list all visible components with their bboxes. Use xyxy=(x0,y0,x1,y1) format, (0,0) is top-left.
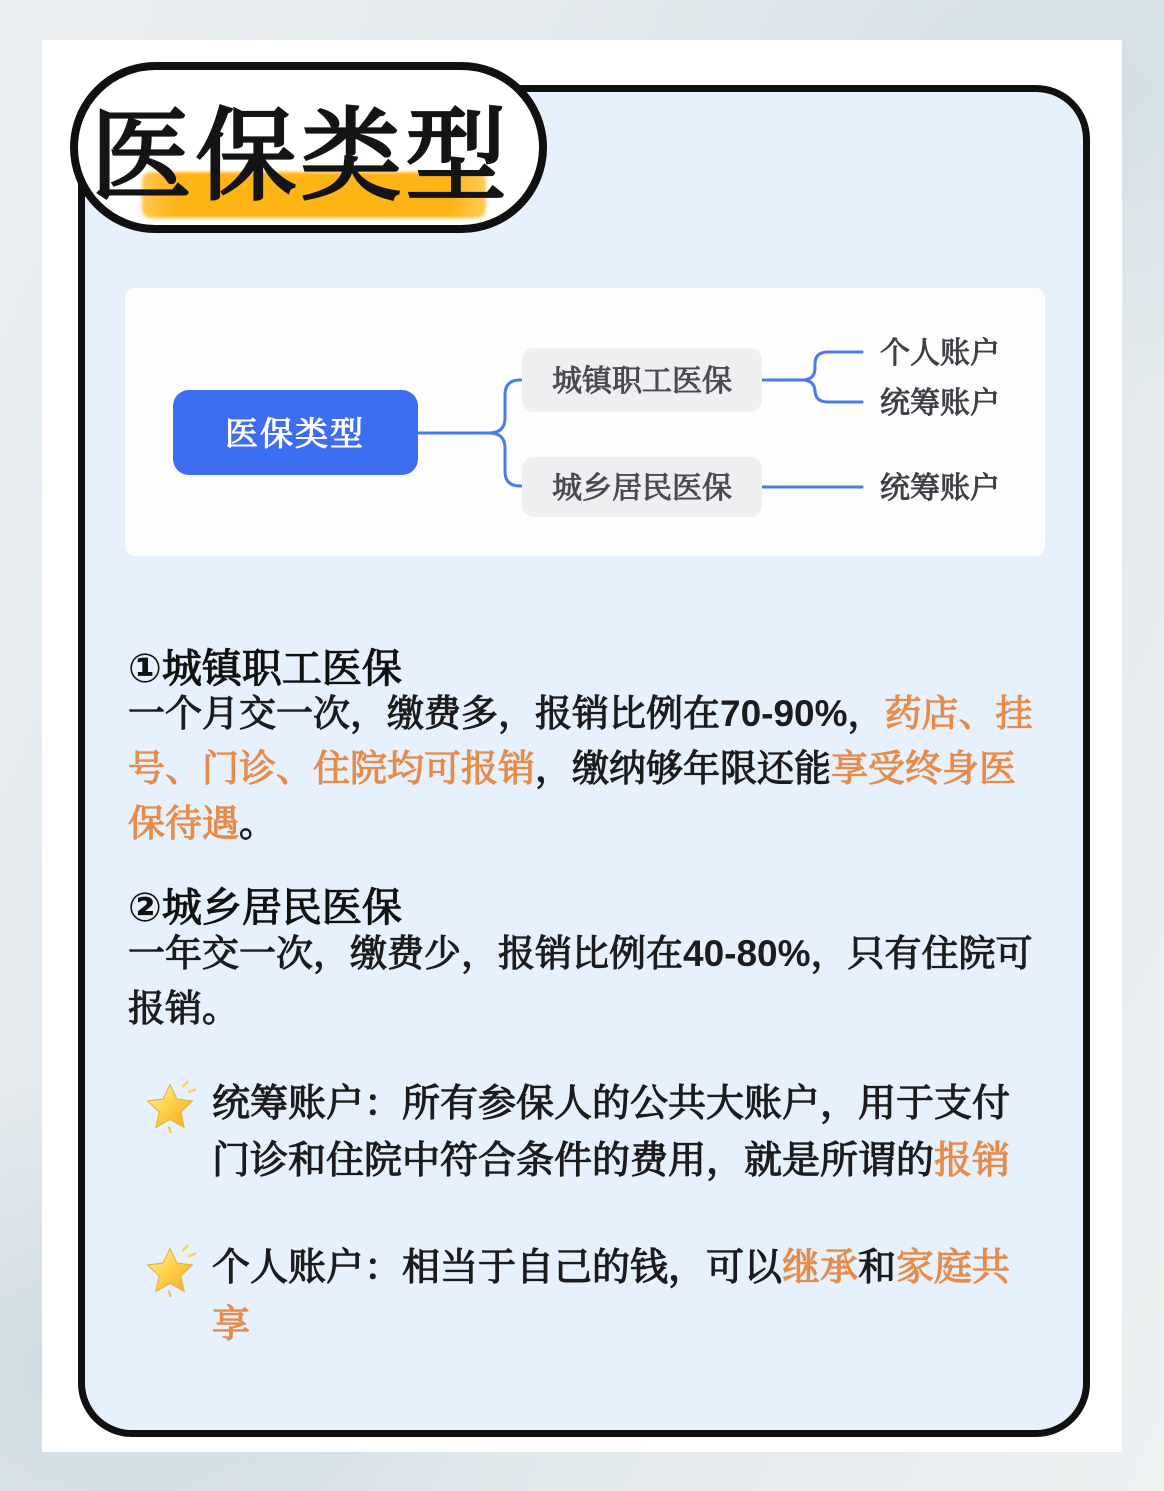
mindmap-leaf-personal-account: 个人账户 xyxy=(880,337,1000,370)
note-text: 个人账户：相当于自己的钱，可以继承和家庭共享 xyxy=(212,1247,1011,1346)
mindmap-connector xyxy=(418,380,522,433)
mindmap-leaf-pooled-account-1: 统筹账户 xyxy=(880,387,1000,420)
title-bubble xyxy=(70,62,547,233)
section-1-paragraph: 一个月交一次，缴费多，报销比例在70-90%，药店、挂号、门诊、住院均可报销，缴纳够年限还能享受终身医保待遇。 xyxy=(128,693,1033,844)
mindmap-svg xyxy=(125,288,1045,556)
mindmap-panel xyxy=(125,288,1045,556)
mindmap-node-resident-label: 城乡居民医保 xyxy=(552,472,732,505)
mindmap-node-employee xyxy=(522,348,762,412)
section-1-heading: ①城镇职工医保 xyxy=(128,647,402,691)
note-personal-account xyxy=(142,1240,1042,1354)
mindmap-connector xyxy=(762,352,862,380)
mindmap-node-resident xyxy=(522,457,762,517)
glowing-star-icon xyxy=(142,1078,198,1134)
section-2-heading: ②城乡居民医保 xyxy=(128,886,402,930)
glowing-star-icon xyxy=(142,1242,198,1298)
mindmap-connector xyxy=(762,380,862,402)
page-title: 医保类型 xyxy=(90,101,511,213)
section-2-paragraph: 一年交一次，缴费少，报销比例在40-80%，只有住院可报销。 xyxy=(128,933,1033,1029)
mindmap-connector xyxy=(418,433,522,486)
mindmap-root-node xyxy=(173,390,418,475)
note-text: 统筹账户：所有参保人的公共大账户，用于支付门诊和住院中符合条件的费用，就是所谓的报销 xyxy=(212,1083,1011,1182)
note-pooled-account xyxy=(142,1076,1042,1190)
mindmap-node-employee-label: 城镇职工医保 xyxy=(552,365,732,398)
mindmap-root-label: 医保类型 xyxy=(225,415,365,452)
mindmap-leaf-pooled-account-2: 统筹账户 xyxy=(880,472,1000,505)
